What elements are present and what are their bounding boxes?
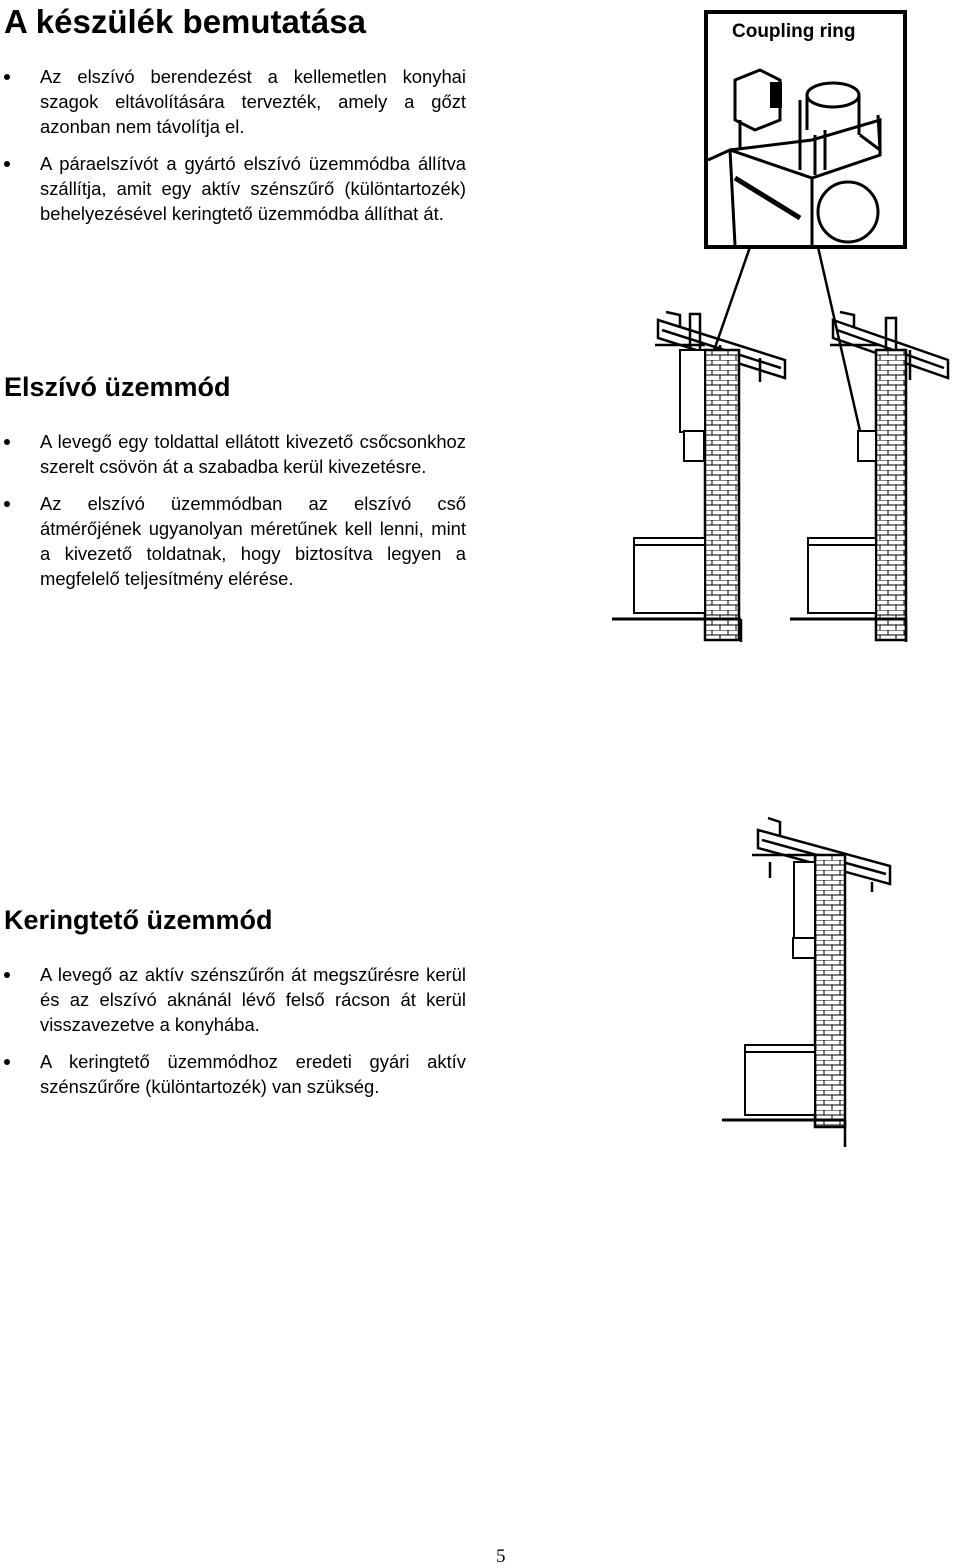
hood-left xyxy=(684,431,704,461)
coupling-ring-marker xyxy=(770,82,782,108)
hood-recirc xyxy=(793,938,815,958)
list-item: Az elszívó üzemmódban az elszívó cső átmérőjének ugyanolyan méretűnek kell lenni, mint a kivezető toldatnak, hogy biztosítva legyen a megfelelő teljesítmény elérése. xyxy=(0,491,466,591)
duct-recirc xyxy=(794,862,815,938)
chimney-wall-recirc xyxy=(815,855,845,1127)
coupling-ring-inset xyxy=(706,12,905,247)
list-item: A páraelszívót a gyártó elszívó üzemmódba állítva szállítja, amit egy aktív szénszűrő (különtartozék) behelyezésével keringtető üzemmódba állíthat át. xyxy=(0,151,466,226)
cabinet-right xyxy=(808,538,876,613)
cabinet-recirc xyxy=(745,1045,815,1115)
recirculation-mode-diagram xyxy=(722,818,890,1147)
exhaust-mode-diagram xyxy=(612,312,948,642)
exhaust-mode-heading: Elszívó üzemmód xyxy=(4,372,231,402)
list-item: A levegő egy toldattal ellátott kivezető csőcsonkhoz szerelt csövön át a szabadba kerül kivezetésre. xyxy=(0,429,466,479)
cabinet-left xyxy=(634,538,705,613)
page-title: A készülék bemutatása xyxy=(4,3,366,40)
chimney-wall-right xyxy=(876,350,906,640)
hood-right xyxy=(858,431,876,461)
page-number: 5 xyxy=(496,1546,506,1567)
chimney-wall-left xyxy=(705,350,739,640)
list-item: Az elszívó berendezést a kellemetlen konyhai szagok eltávolítására tervezték, amely a gőzt azonban nem távolítja el. xyxy=(0,64,466,139)
recirculation-mode-heading: Keringtető üzemmód xyxy=(4,905,273,935)
list-item: A levegő az aktív szénszűrőn át megszűrésre kerül és az elszívó aknánál lévő felső rácson át kerül visszavezetve a konyhába. xyxy=(0,962,466,1037)
duct-left xyxy=(680,350,705,432)
coupling-ring-label: Coupling ring xyxy=(732,21,856,42)
list-item: A keringtető üzemmódhoz eredeti gyári aktív szénszűrőre (különtartozék) van szükség. xyxy=(0,1049,466,1099)
